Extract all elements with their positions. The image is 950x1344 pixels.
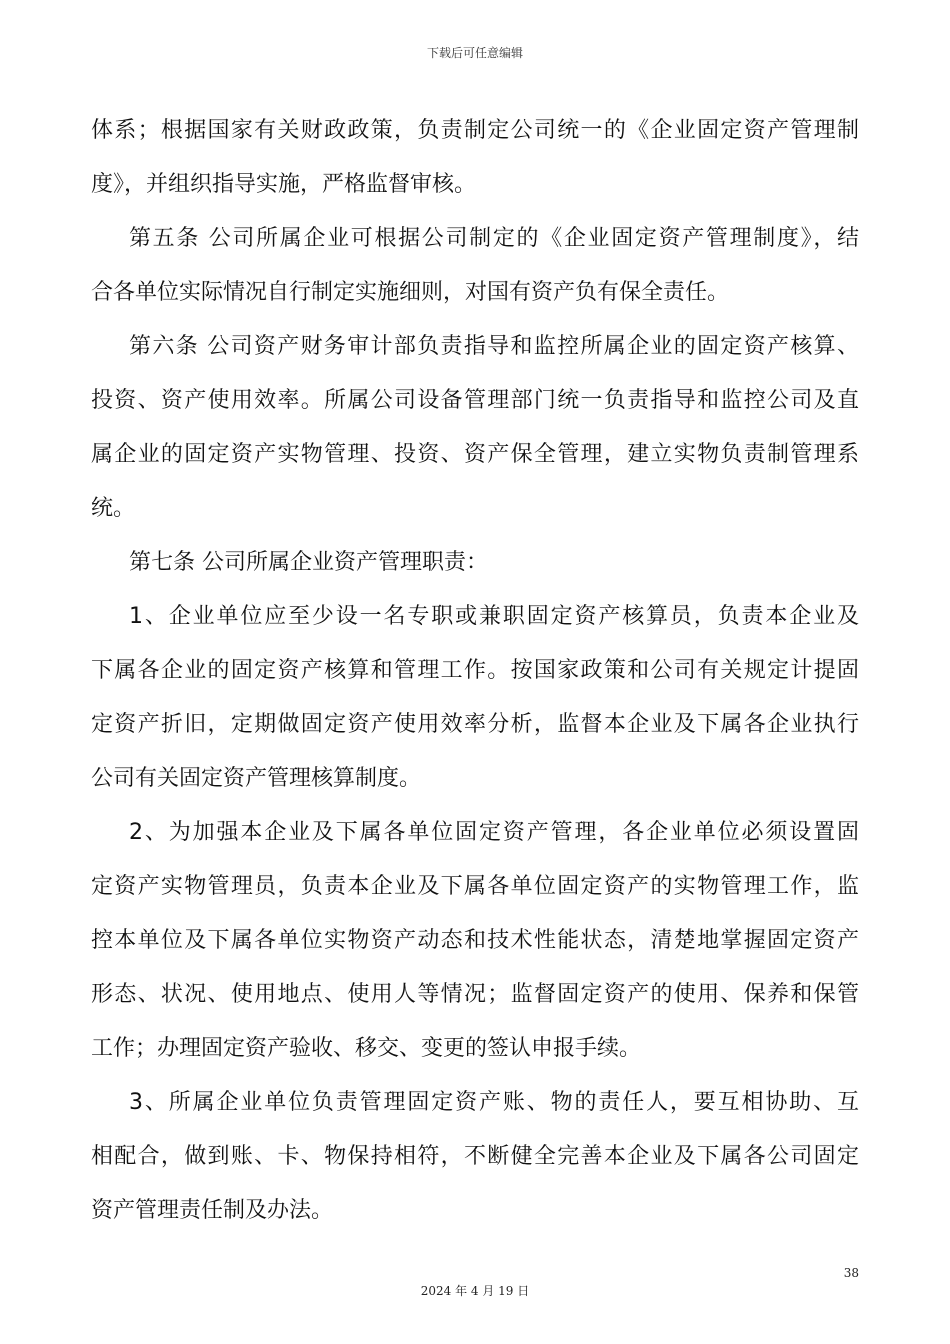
text-line: 下属各企业的固定资产核算和管理工作。按国家政策和公司有关规定计提固 [91, 658, 859, 683]
text-line: 定资产折旧，定期做固定资产使用效率分析，监督本企业及下属各企业执行 [91, 712, 859, 737]
text-line: 度》，并组织指导实施，严格监督审核。 [91, 172, 477, 197]
article-7-heading: 第七条 公司所属企业资产管理职责： [129, 550, 488, 575]
article-6-line: 第六条 公司资产财务审计部负责指导和监控所属企业的固定资产核算、 [129, 334, 859, 359]
text-line: 定资产实物管理员，负责本企业及下属各单位固定资产的实物管理工作，监 [91, 874, 859, 899]
text-line: 公司有关固定资产管理核算制度。 [91, 766, 422, 791]
text-line: 合各单位实际情况自行制定实施细则，对国有资产负有保全责任。 [91, 280, 730, 305]
text-line: 控本单位及下属各单位实物资产动态和技术性能状态，清楚地掌握固定资产 [91, 928, 859, 953]
item-3-line: 3、所属企业单位负责管理固定资产账、物的责任人，要互相协助、互 [129, 1090, 859, 1115]
article-5-line: 第五条 公司所属企业可根据公司制定的《企业固定资产管理制度》，结 [129, 226, 859, 251]
document-body [91, 104, 859, 1238]
page-header: 下载后可任意编辑 [426, 46, 523, 60]
text-line: 形态、状况、使用地点、使用人等情况；监督固定资产的使用、保养和保管 [91, 982, 859, 1007]
text-line: 资产管理责任制及办法。 [91, 1198, 334, 1223]
page-number: 38 [843, 1266, 859, 1280]
text-line: 属企业的固定资产实物管理、投资、资产保全管理，建立实物负责制管理系 [91, 442, 859, 467]
text-line: 体系；根据国家有关财政政策，负责制定公司统一的《企业固定资产管理制 [91, 118, 859, 143]
footer-date: 2024 年 4 月 19 日 [420, 1284, 530, 1298]
text-line: 投资、资产使用效率。所属公司设备管理部门统一负责指导和监控公司及直 [91, 388, 859, 413]
text-line: 工作；办理固定资产验收、移交、变更的签认申报手续。 [91, 1036, 642, 1061]
item-1-line: 1、企业单位应至少设一名专职或兼职固定资产核算员，负责本企业及 [129, 604, 859, 629]
text-line: 相配合，做到账、卡、物保持相符，不断健全完善本企业及下属各公司固定 [91, 1144, 859, 1169]
item-2-line: 2、为加强本企业及下属各单位固定资产管理，各企业单位必须设置固 [129, 820, 859, 845]
text-line: 统。 [91, 496, 136, 521]
